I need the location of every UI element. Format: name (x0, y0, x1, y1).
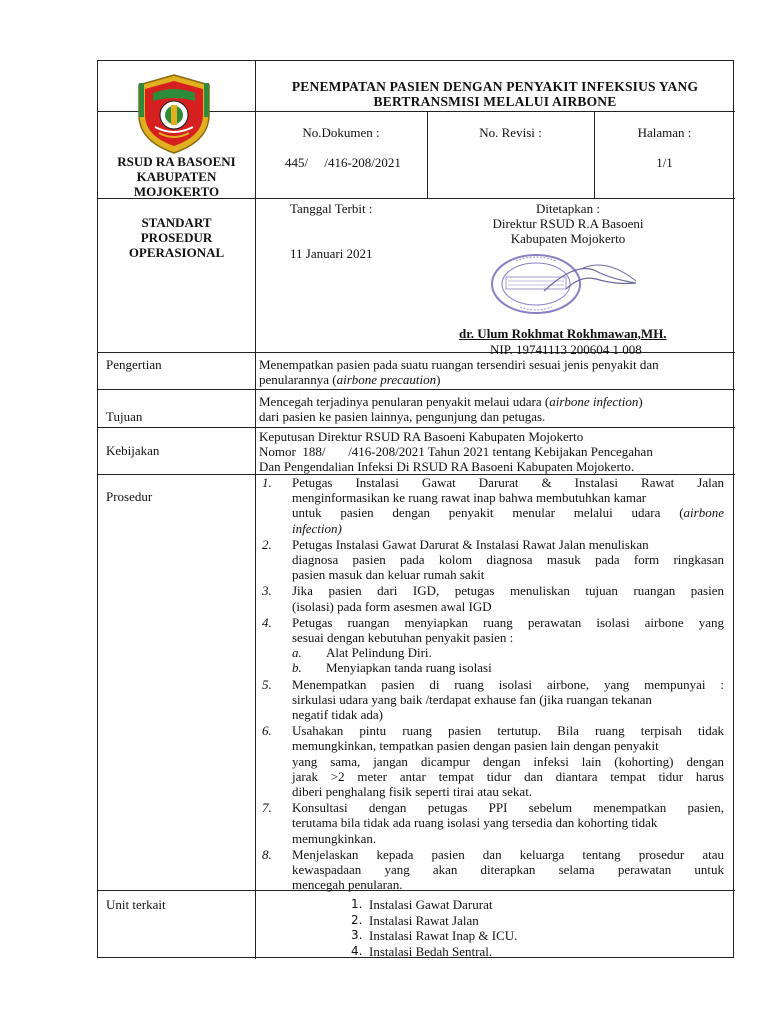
item-number: 5. (262, 676, 272, 692)
item-text: menginformasikan ke ruang rawat inap bahwa membutuhkan kamar (292, 490, 647, 506)
item-text: Petugas ruangan menyiapkan ruang perawatan isolasi airbone yang (292, 614, 724, 630)
item-number: 3. (262, 583, 272, 599)
institution-name: KABUPATEN (136, 169, 217, 184)
halaman-label: Halaman : (637, 125, 692, 140)
divider (98, 389, 735, 390)
signer-name: dr. Ulum Rokhmat Rokhmawan,MH. (459, 326, 667, 341)
item-text: diagnosa pasien pada kolom diagnosa masuk pada form ringkasan (292, 552, 724, 568)
text-span: airbone (683, 505, 724, 521)
item-text: pasien masuk dan keluar rumah sakit (292, 567, 485, 583)
tujuan-text: dari pasien ke pasien lainnya, pengunjung dan petugas. (259, 409, 546, 424)
item-text: memungkinkan, tempatkan pasien dengan pasien lain dengan penyakit (292, 738, 659, 754)
item-text: Menjelaskan kepada pasien dan keluarga tentang prosedur atau (292, 846, 724, 862)
tanggal-terbit-label: Tanggal Terbit : (290, 201, 373, 216)
list-item (335, 928, 517, 944)
text-span: airbone precaution (336, 372, 437, 387)
pengertian-label: Pengertian (106, 357, 162, 372)
item-text: Petugas Instalasi Gawat Darurat & Instalasi Rawat Jalan menuliskan (292, 536, 649, 552)
sop-label: OPERASIONAL (128, 245, 225, 260)
list-item (335, 897, 517, 913)
list-item (262, 583, 724, 613)
item-number: 1. (262, 475, 272, 490)
item-number: 7. (262, 800, 272, 816)
item-text (292, 521, 724, 536)
no-dokumen-label: No.Dokumen : (302, 125, 380, 140)
kebijakan-text: Keputusan Direktur RSUD RA Basoeni Kabupaten Mojokerto (259, 429, 584, 444)
item-text: Instalasi Rawat Jalan (369, 912, 479, 928)
institution-name: RSUD RA BASOENI (117, 154, 236, 169)
item-number: 2. (262, 536, 272, 552)
item-text: memungkinkan. (292, 830, 377, 846)
item-text: terutama bila tidak ada ruang isolasi yang tersedia dan kohorting tidak (292, 815, 658, 831)
item-text: kewaspadaan yang akan diterapkan selama perawatan untuk (292, 862, 724, 878)
kebijakan-text: Nomor 188/ /416-208/2021 Tahun 2021 tentang Kebijakan Pencegahan (259, 444, 653, 459)
sop-label: PROSEDUR (140, 230, 213, 245)
pengertian-text: Menempatkan pasien pada suatu ruangan tersendiri sesuai jenis penyakit dan (259, 357, 659, 372)
item-text: mencegah penularan. (292, 877, 403, 893)
list-item (262, 800, 724, 846)
ditetapkan-label: Ditetapkan : (536, 201, 600, 216)
title-line: BERTRANSMISI MELALUI AIRBONE (373, 94, 617, 109)
divider (98, 427, 735, 428)
signer-nip: NIP. 19741113 200604 1 008 (490, 342, 642, 357)
item-text: negatif tidak ada) (292, 707, 383, 723)
list-item (262, 677, 724, 723)
text-span: infection) (292, 520, 342, 536)
tanggal-terbit-value: 11 Januari 2021 (290, 246, 373, 261)
item-text: Petugas Instalasi Gawat Darurat & Instalasi Rawat Jalan (292, 475, 724, 490)
prosedur-list (262, 475, 724, 893)
tujuan-text (259, 394, 724, 409)
item-text: sesuai dengan kebutuhan penyakit pasien : (292, 630, 514, 646)
list-item (262, 615, 724, 676)
item-text: Jika pasien dari IGD, petugas menuliskan tujuan ruangan pasien (292, 583, 724, 599)
prosedur-label: Prosedur (106, 489, 153, 504)
item-text: yang sama, jangan dicampur dengan infeksi lain (kohorting) dengan (292, 753, 724, 769)
item-number: 8. (262, 846, 272, 862)
document-title (258, 79, 732, 109)
hospital-logo-icon (133, 71, 215, 155)
item-text: Alat Pelindung Diri. (326, 645, 432, 661)
text-span: untuk pasien dengan penyakit menular melalui udara ( (292, 505, 684, 521)
text-span: ) (638, 394, 643, 409)
item-text: Konsultasi dengan petugas PPI sebelum menempatkan pasien, (292, 800, 724, 816)
sub-item (292, 660, 724, 675)
list-item (262, 537, 724, 583)
item-text: Instalasi Bedah Sentral. (369, 943, 493, 959)
list-item (262, 847, 724, 893)
item-number: 3. (351, 928, 363, 943)
sub-item (292, 645, 724, 660)
pengertian-text (259, 372, 440, 387)
item-number: 4. (351, 943, 363, 958)
text-span: ) (436, 372, 441, 387)
item-text: Instalasi Rawat Inap & ICU. (369, 928, 518, 944)
halaman-value: 1/1 (656, 155, 673, 170)
unit-terkait-label: Unit terkait (106, 897, 166, 912)
item-number: 2. (351, 912, 363, 927)
ditetapkan-label: Direktur RSUD R.A Basoeni (492, 216, 644, 231)
list-item (262, 475, 724, 536)
no-dokumen-value: 445/ /416-208/2021 (285, 155, 401, 170)
tujuan-label: Tujuan (106, 409, 143, 424)
item-number: 1. (351, 897, 363, 911)
item-text: Menyiapkan tanda ruang isolasi (326, 660, 492, 676)
item-number: 4. (262, 614, 272, 630)
text-span: Mencegah terjadinya penularan penyakit melaui udara ( (259, 394, 550, 409)
unit-list (335, 897, 517, 959)
list-item (335, 913, 517, 929)
kebijakan-label: Kebijakan (106, 443, 160, 458)
item-number: a. (292, 645, 302, 661)
institution-name: MOJOKERTO (133, 184, 220, 199)
ditetapkan-label: Kabupaten Mojokerto (510, 231, 626, 246)
sop-document (97, 60, 734, 958)
no-revisi-label: No. Revisi : (479, 125, 542, 140)
text-span: penularannya ( (259, 372, 337, 387)
item-text: Instalasi Gawat Darurat (369, 897, 493, 912)
item-text: diberi penghalang fisik seperti tirai atau sekat. (292, 784, 533, 800)
item-text: Menempatkan pasien di ruang isolasi airbone, yang mempunyai : (292, 676, 724, 692)
item-number: b. (292, 660, 302, 676)
item-text: (isolasi) pada form asesmen awal IGD (292, 598, 492, 614)
sop-label: STANDART (141, 215, 212, 230)
item-text: Usahakan pintu ruang pasien tertutup. Bila ruang terpisah tidak (292, 723, 724, 739)
kebijakan-text: Dan Pengendalian Infeksi Di RSUD RA Basoeni Kabupaten Mojokerto. (259, 459, 635, 474)
item-text: jarak >2 meter antar tempat tidur dan diantara tempat tidur harus (292, 768, 724, 784)
official-stamp-icon (486, 251, 646, 317)
list-item (335, 944, 517, 960)
item-text (292, 505, 724, 520)
title-line: PENEMPATAN PASIEN DENGAN PENYAKIT INFEKSIUS YANG (291, 79, 699, 94)
item-number: 6. (262, 723, 272, 739)
text-span: airbone infection (549, 394, 639, 409)
item-text: sirkulasi udara yang baik /terdapat exhause fan (jika ruangan tekanan (292, 691, 652, 707)
divider (255, 61, 256, 959)
list-item (262, 723, 724, 799)
